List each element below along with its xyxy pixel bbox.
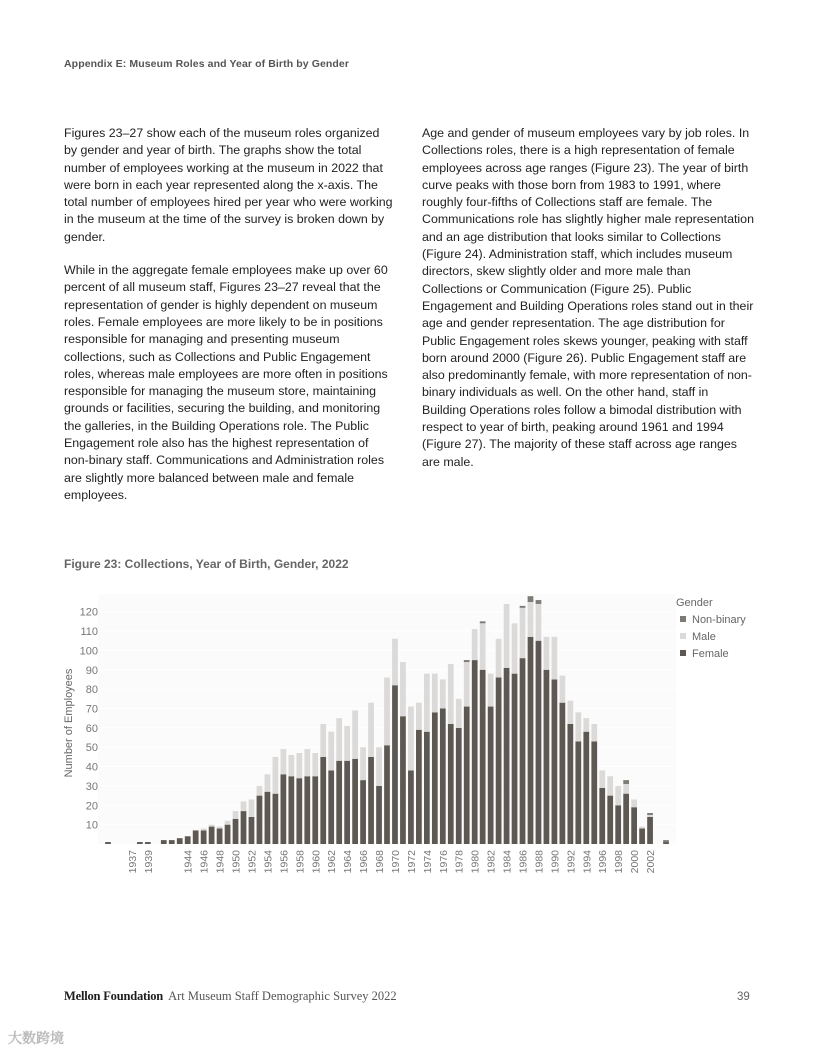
bar-female bbox=[432, 712, 438, 844]
bar-male bbox=[512, 623, 518, 673]
x-tick-label: 1937 bbox=[126, 850, 139, 874]
bar-female bbox=[209, 827, 215, 844]
bar-female bbox=[312, 776, 318, 844]
bar-male bbox=[304, 749, 310, 776]
x-tick-label: 2000 bbox=[629, 850, 642, 874]
bar-nonbinary bbox=[528, 596, 534, 602]
bar-nonbinary bbox=[623, 780, 629, 784]
x-tick-label: 1958 bbox=[294, 850, 307, 874]
bar-male bbox=[623, 784, 629, 794]
watermark: 大数跨境 bbox=[8, 1030, 64, 1046]
y-tick-label: 110 bbox=[80, 626, 98, 639]
bar-female bbox=[376, 786, 382, 844]
bar-male bbox=[528, 602, 534, 637]
footer bbox=[64, 989, 397, 1004]
bar-male bbox=[400, 662, 406, 716]
bar-male bbox=[560, 676, 566, 703]
paragraph: Figures 23–27 show each of the museum roles organized by gender and year of birth. The graphs show the total number of employees working at the museum in 2022 that were born in each year represented along the x-axis. The total number of employees hired per year who were working in the museum at the time of the survey is broken down by gender. bbox=[64, 126, 393, 244]
bar-male bbox=[225, 821, 231, 825]
bar-male bbox=[615, 786, 621, 805]
bar-male bbox=[344, 726, 350, 761]
bar-female bbox=[440, 708, 446, 844]
bar-female bbox=[424, 732, 430, 844]
bar-male bbox=[257, 786, 263, 796]
bar-female bbox=[591, 741, 597, 844]
x-tick-label: 1990 bbox=[549, 850, 562, 874]
bar-male bbox=[416, 703, 422, 730]
x-tick-label: 1970 bbox=[389, 850, 402, 874]
x-tick-label: 1978 bbox=[453, 850, 466, 874]
bar-male bbox=[583, 718, 589, 732]
bar-male bbox=[233, 811, 239, 819]
x-tick-label: 1944 bbox=[182, 850, 195, 874]
bar-female bbox=[233, 819, 239, 844]
legend-swatch-nonbinary bbox=[680, 616, 686, 622]
body-left-column bbox=[64, 125, 394, 520]
y-tick-label: 40 bbox=[85, 761, 98, 774]
footer-publication: Art Museum Staff Demographic Survey 2022 bbox=[168, 989, 397, 1003]
bar-female bbox=[472, 660, 478, 844]
bar-female bbox=[392, 685, 398, 844]
bar-male bbox=[424, 674, 430, 732]
bar-female bbox=[185, 836, 191, 844]
y-tick-label: 120 bbox=[79, 606, 98, 619]
bar-female bbox=[536, 641, 542, 844]
bar-male bbox=[544, 637, 550, 670]
bar-female bbox=[137, 842, 143, 844]
bar-male bbox=[448, 664, 454, 724]
y-tick-label: 100 bbox=[79, 645, 98, 658]
bar-male bbox=[280, 749, 286, 774]
bar-female bbox=[560, 703, 566, 844]
bar-female bbox=[296, 778, 302, 844]
bar-female bbox=[241, 811, 247, 844]
x-tick-label: 1996 bbox=[597, 850, 610, 874]
bar-female bbox=[177, 838, 183, 844]
bar-female bbox=[400, 716, 406, 844]
y-tick-label: 10 bbox=[85, 819, 98, 832]
bar-female bbox=[344, 761, 350, 844]
bar-nonbinary bbox=[647, 813, 653, 815]
y-tick-label: 50 bbox=[85, 742, 98, 755]
bar-male bbox=[520, 608, 526, 658]
bar-female bbox=[304, 776, 310, 844]
paragraph: Age and gender of museum employees vary by job roles. In Collections roles, there is a high representation of female employees across age ranges (Figure 23). The year of birth curve peaks with those born from 1983 to 1991, where roughly four-fifths of Collections staff are female. The Communications role has slightly higher male representation and an age distribution that looks similar to Collections (Figure 24). Administration staff, which includes museum directors, skew slightly older and more male than Collections or Communication (Figure 25). Public Engagement and Building Operations roles stand out in their age and gender representation. The age distribution for Public Engagement roles skews younger, peaking with staff born around 2000 (Figure 26). Public Engagement staff are also predominantly female, with more representation of non-binary individuals as well. On the other hand, staff in Building Operations roles follow a bimodal distribution with respect to year of birth, peaking around 1961 and 1994 (Figure 27). The majority of these staff across age ranges are male. bbox=[422, 126, 754, 469]
bar-female bbox=[249, 817, 255, 844]
footer-brand: Mellon Foundation bbox=[64, 989, 164, 1003]
bar-male bbox=[249, 799, 255, 816]
bar-female bbox=[520, 658, 526, 844]
bar-female bbox=[105, 842, 111, 844]
bar-female bbox=[265, 792, 271, 844]
bar-male bbox=[312, 753, 318, 776]
page-header: Appendix E: Museum Roles and Year of Birth by Gender bbox=[64, 58, 350, 70]
bar-nonbinary bbox=[464, 660, 470, 662]
bar-female bbox=[512, 674, 518, 844]
bar-female bbox=[201, 830, 207, 844]
x-tick-label: 1998 bbox=[613, 850, 626, 874]
x-tick-label: 1974 bbox=[421, 850, 434, 874]
x-tick-label: 1986 bbox=[517, 850, 530, 874]
bar-female bbox=[599, 788, 605, 844]
bar-female bbox=[647, 817, 653, 844]
x-tick-label: 1976 bbox=[437, 850, 450, 874]
bar-male bbox=[376, 747, 382, 786]
bar-female bbox=[273, 794, 279, 844]
bar-female bbox=[288, 776, 294, 844]
bar-female bbox=[328, 770, 334, 844]
bar-male bbox=[599, 770, 605, 787]
bar-male bbox=[273, 757, 279, 794]
legend-swatch-male bbox=[680, 633, 686, 639]
x-tick-label: 1960 bbox=[310, 850, 323, 874]
bar-male bbox=[504, 604, 510, 668]
x-tick-label: 1946 bbox=[198, 850, 211, 874]
bar-male bbox=[209, 825, 215, 827]
bar-male bbox=[575, 712, 581, 741]
bar-female bbox=[456, 728, 462, 844]
bar-male bbox=[472, 629, 478, 660]
bar-male bbox=[368, 703, 374, 757]
x-tick-label: 1948 bbox=[214, 850, 227, 874]
bar-male bbox=[392, 639, 398, 685]
bar-male bbox=[241, 801, 247, 811]
bar-chart bbox=[58, 592, 758, 892]
y-axis-label: Number of Employees bbox=[63, 668, 75, 778]
bar-female bbox=[416, 730, 422, 844]
x-tick-label: 1966 bbox=[358, 850, 371, 874]
legend-label: Non-binary bbox=[692, 614, 746, 626]
bar-nonbinary bbox=[480, 621, 486, 623]
bar-female bbox=[567, 724, 573, 844]
bar-male bbox=[336, 718, 342, 761]
x-tick-label: 1968 bbox=[374, 850, 387, 874]
bar-male bbox=[320, 724, 326, 757]
bar-female bbox=[631, 807, 637, 844]
page-number: 39 bbox=[737, 991, 750, 1003]
bar-female bbox=[552, 679, 558, 844]
bar-male bbox=[607, 776, 613, 795]
bar-male bbox=[288, 755, 294, 776]
bar-male bbox=[352, 710, 358, 758]
y-tick-label: 80 bbox=[85, 684, 98, 697]
bar-male bbox=[552, 637, 558, 680]
bar-male bbox=[591, 724, 597, 741]
bar-male bbox=[408, 707, 414, 771]
y-tick-label: 70 bbox=[85, 703, 98, 716]
bar-female bbox=[352, 759, 358, 844]
bar-female bbox=[639, 829, 645, 844]
x-tick-label: 1988 bbox=[533, 850, 546, 874]
x-tick-label: 1950 bbox=[230, 850, 243, 874]
x-tick-label: 1954 bbox=[262, 850, 275, 874]
y-tick-label: 90 bbox=[85, 664, 98, 677]
bar-nonbinary bbox=[663, 840, 669, 842]
bar-female bbox=[257, 796, 263, 844]
bar-female bbox=[464, 707, 470, 844]
x-tick-label: 1956 bbox=[278, 850, 291, 874]
bar-female bbox=[225, 825, 231, 844]
x-tick-label: 1984 bbox=[501, 850, 514, 874]
bar-male bbox=[647, 815, 653, 817]
bar-female bbox=[488, 707, 494, 844]
bar-female bbox=[663, 842, 669, 844]
bar-nonbinary bbox=[520, 606, 526, 608]
x-tick-label: 1982 bbox=[485, 850, 498, 874]
bar-female bbox=[528, 637, 534, 844]
x-tick-label: 1964 bbox=[342, 850, 355, 874]
bar-female bbox=[161, 840, 167, 844]
bar-male bbox=[360, 747, 366, 780]
legend-label: Female bbox=[692, 648, 729, 660]
bar-male bbox=[432, 674, 438, 713]
bar-female bbox=[480, 670, 486, 844]
bar-male bbox=[440, 679, 446, 708]
bar-male bbox=[464, 662, 470, 707]
bar-male bbox=[265, 774, 271, 791]
bar-female bbox=[544, 670, 550, 844]
bar-female bbox=[496, 678, 502, 844]
bar-female bbox=[193, 830, 199, 844]
x-tick-label: 1992 bbox=[565, 850, 578, 874]
bar-female bbox=[583, 732, 589, 844]
bar-male bbox=[328, 732, 334, 771]
x-tick-label: 1972 bbox=[405, 850, 418, 874]
figure-title: Figure 23: Collections, Year of Birth, Gender, 2022 bbox=[64, 557, 349, 571]
bar-female bbox=[169, 840, 175, 844]
bar-male bbox=[496, 639, 502, 678]
bar-male bbox=[639, 827, 645, 829]
bar-male bbox=[296, 753, 302, 778]
bar-male bbox=[384, 678, 390, 746]
paragraph: While in the aggregate female employees make up over 60 percent of all museum staff, Figures 23–27 reveal that the representation of gender is highly dependent on museum roles. Female employees are more likely to be in positions responsible for managing and presenting museum collections, such as Collections and Public Engagement roles, whereas male employees are more often in positions responsible for managing the museum store, maintaining grounds or facilities, securing the building, and monitoring the galleries, in the Building Operations role. The Public Engagement role also has the highest representation of non-binary staff. Communications and Administration roles are slightly more balanced between male and female employees. bbox=[64, 263, 388, 502]
bar-female bbox=[448, 724, 454, 844]
bar-female bbox=[336, 761, 342, 844]
bar-female bbox=[280, 774, 286, 844]
x-tick-label: 2002 bbox=[645, 850, 658, 874]
legend-label: Male bbox=[692, 631, 716, 643]
bar-female bbox=[368, 757, 374, 844]
bar-nonbinary bbox=[536, 600, 542, 604]
bar-male bbox=[567, 701, 573, 724]
bar-female bbox=[408, 770, 414, 844]
bar-male bbox=[536, 604, 542, 641]
y-tick-label: 60 bbox=[85, 722, 98, 735]
bar-female bbox=[575, 741, 581, 844]
y-tick-label: 20 bbox=[85, 800, 98, 813]
bar-male bbox=[488, 674, 494, 707]
y-tick-label: 30 bbox=[85, 780, 98, 793]
x-tick-label: 1952 bbox=[246, 850, 259, 874]
bar-female bbox=[360, 780, 366, 844]
x-tick-label: 1994 bbox=[581, 850, 594, 874]
bar-female bbox=[217, 829, 223, 844]
bar-female bbox=[145, 842, 151, 844]
bar-female bbox=[607, 796, 613, 844]
bar-female bbox=[615, 805, 621, 844]
bar-male bbox=[217, 827, 223, 829]
bar-female bbox=[320, 757, 326, 844]
bar-female bbox=[504, 668, 510, 844]
legend-swatch-female bbox=[680, 650, 686, 656]
x-tick-label: 1939 bbox=[142, 850, 155, 874]
legend-title: Gender bbox=[676, 597, 713, 609]
bar-male bbox=[480, 623, 486, 669]
bar-female bbox=[384, 745, 390, 844]
bar-male bbox=[201, 829, 207, 831]
bar-female bbox=[623, 794, 629, 844]
x-tick-label: 1962 bbox=[326, 850, 339, 874]
x-tick-label: 1980 bbox=[469, 850, 482, 874]
body-right-column bbox=[422, 125, 754, 487]
bar-male bbox=[456, 699, 462, 728]
bar-male bbox=[631, 799, 637, 807]
